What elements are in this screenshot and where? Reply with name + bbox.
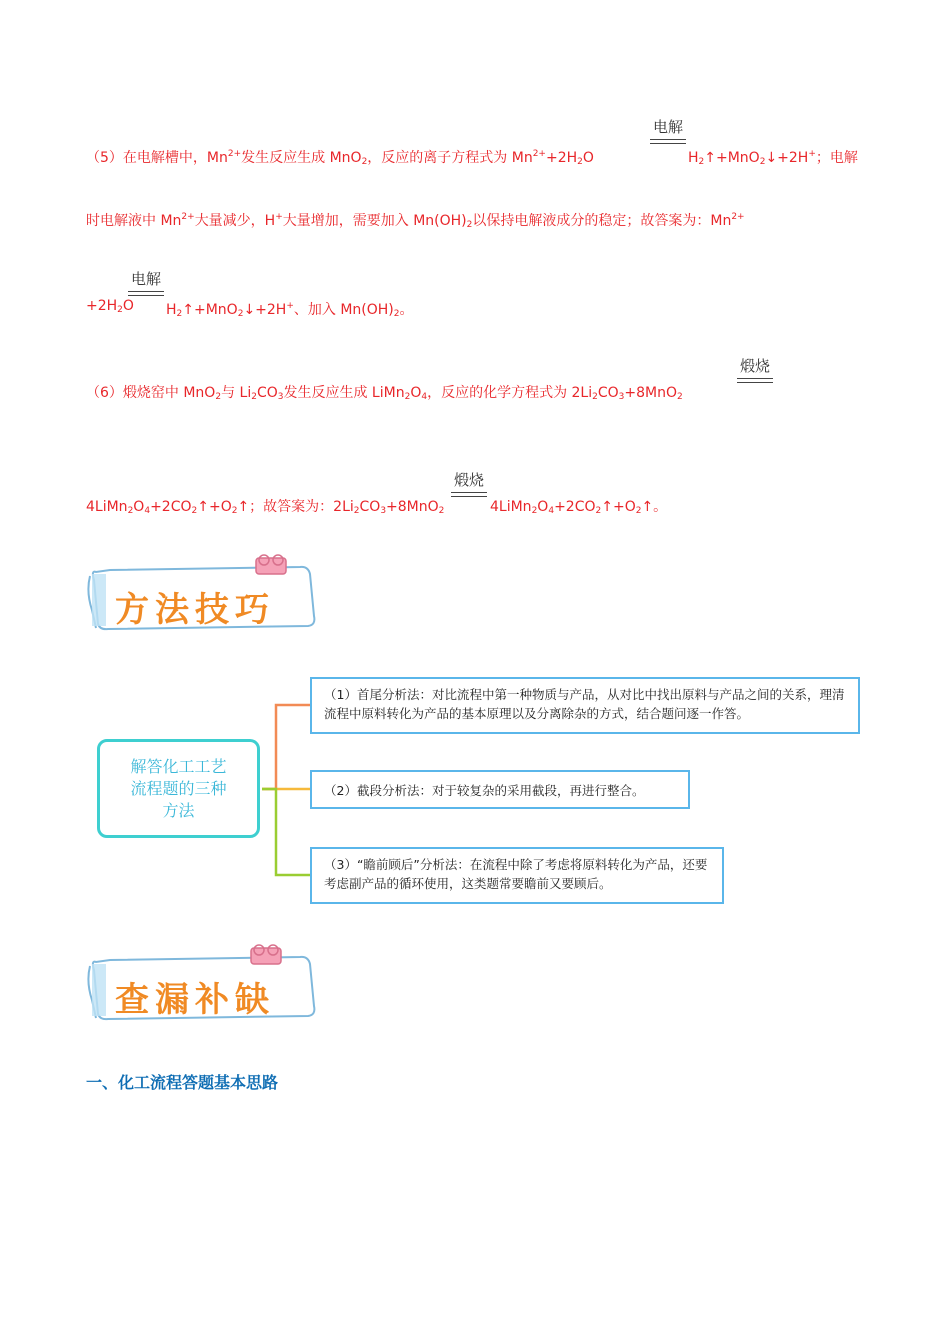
para5-line3: $+2H_2O$ [86, 298, 134, 315]
para5-line2: 时电解液中 $Mn^{2+}$大量减少，H+大量增加，需要加入 $Mn(OH)_2$以保持电解液成分的稳定；故答案为：$Mn^{2+}$ [86, 212, 745, 230]
para6-line2-right: $4LiMn_2O_4+2CO_2↑+O_2↑$。 [490, 499, 668, 516]
mindmap-center-node: 解答化工工艺流程题的三种方法 [97, 739, 260, 838]
banner-gaps-title: 查漏补缺 [115, 980, 275, 1020]
reaction-condition-calcination-2: 煅烧 [451, 469, 487, 497]
para5-line1: （5）在电解槽中，$Mn^{2+}$发生反应生成 MnO$_2$，反应的离子方程式为 $Mn^{2+}+2H_2O$ [86, 149, 594, 167]
mindmap-branch-2: （2）截段分析法：对于较复杂的采用截段，再进行整合。 [310, 770, 690, 809]
mindmap-branch-1: （1）首尾分析法：对比流程中第一种物质与产品，从对比中找出原料与产品之间的关系，理清流程中原料转化为产品的基本原理以及分离除杂的方式，结合题问逐一作答。 [310, 677, 860, 734]
para6-line2: $4LiMn_2O_4+2CO_2↑+O_2↑$；故答案为：$2Li_2CO_3+8MnO_2$ [86, 499, 445, 516]
para5-line1-right: $H_2↑+MnO_2↓+2H^+$；电解 [688, 149, 858, 167]
reaction-condition-calcination: 煅烧 [737, 355, 773, 383]
banner-methods-title: 方法技巧 [115, 590, 275, 630]
mindmap-branch-3: （3）“瞻前顾后”分析法：在流程中除了考虑将原料转化为产品，还要考虑副产品的循环使用，这类题常要瞻前又要顾后。 [310, 847, 724, 904]
section-title: 一、化工流程答题基本思路 [86, 1073, 279, 1092]
para6-line1: （6）煅烧窑中 MnO$_2$与 $Li_2CO_3$发生反应生成 $LiMn_2O_4$，反应的化学方程式为 $2Li_2CO_3+8MnO_2$ [86, 385, 683, 402]
reaction-condition-electrolysis: 电解 [650, 116, 686, 144]
para5-line3-right: $H_2↑+MnO_2↓+2H^+$、加入 $Mn(OH)_2$。 [166, 301, 414, 319]
reaction-condition-electrolysis-2: 电解 [128, 268, 164, 296]
